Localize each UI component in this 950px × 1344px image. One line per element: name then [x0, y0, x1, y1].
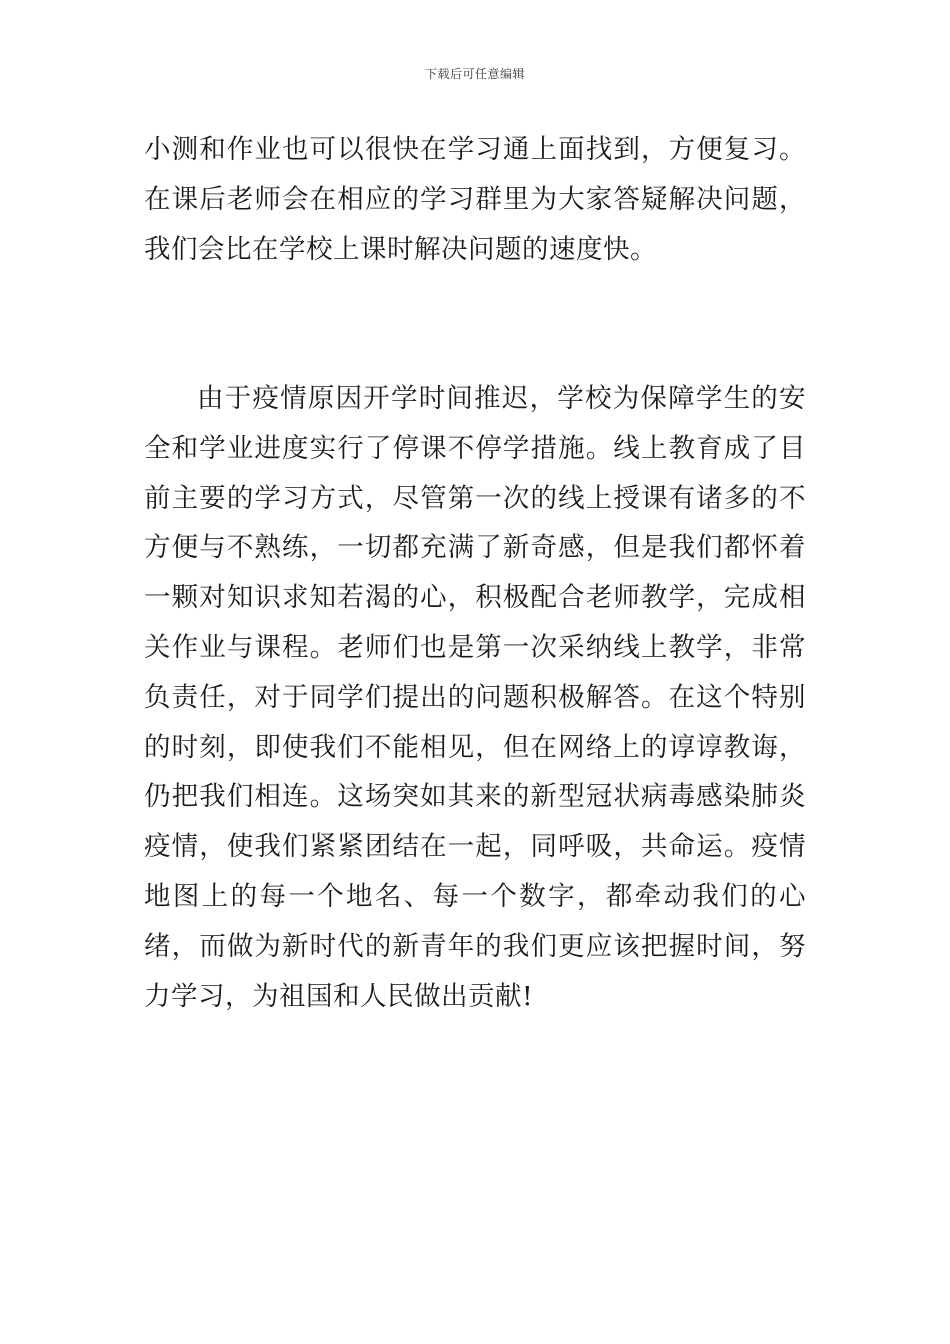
page-header-note: 下载后可任意编辑: [424, 67, 525, 81]
paragraph-body: 由于疫情原因开学时间推迟，学校为保障学生的安全和学业进度实行了停课不停学措施。线上教育成了目前主要的学习方式，尽管第一次的线上授课有诸多的不方便与不熟练，一切都充满了新奇感，但是我们都怀着一颗对知识求知若渴的心，积极配合老师教学，完成相关作业与课程。老师们也是第一次采纳线上教学，非常负责任，对于同学们提出的问题积极解答。在这个特别的时刻，即使我们不能相见，但在网络上的谆谆教诲，仍把我们相连。这场突如其来的新型冠状病毒感染肺炎疫情，使我们紧紧团结在一起，同呼吸，共命运。疫情地图上的每一个地名、每一个数字，都牵动我们的心绪，而做为新时代的新青年的我们更应该把握时间，努力学习，为祖国和人民做出贡献!: [144, 383, 806, 1012]
paragraph-continuation: 小测和作业也可以很快在学习通上面找到，方便复习。在课后老师会在相应的学习群里为大家答疑解决问题，我们会比在学校上课时解决问题的速度快。: [144, 134, 806, 265]
